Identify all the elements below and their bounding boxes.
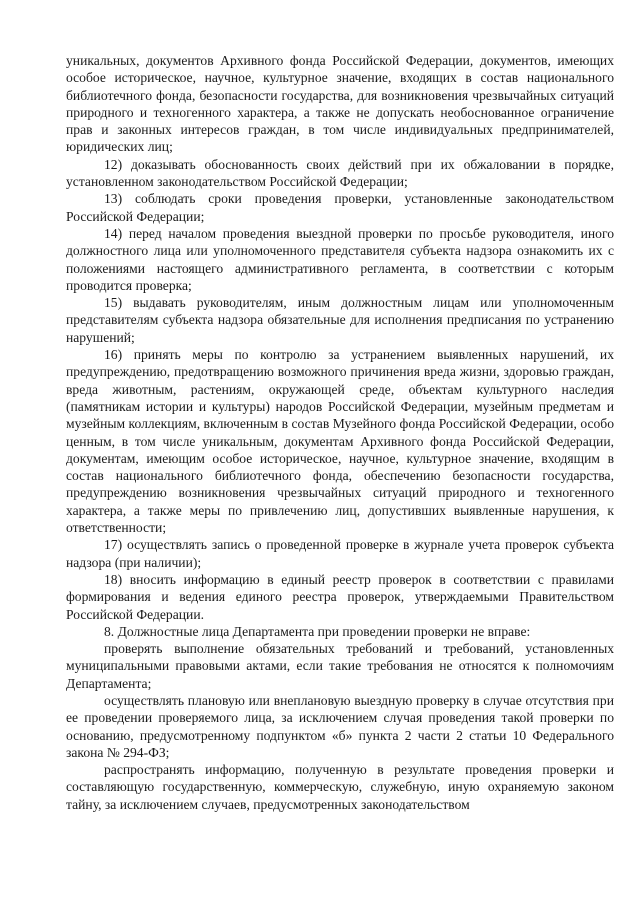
paragraph-item-16: 16) принять меры по контролю за устранением выявленных нарушений, их предупреждению, предотвращению возможного причинения вреда жизни, здоровью граждан, вреда животным, растениям, окружающей среде, объектам культурного наследия (памятникам истории и культуры) народов Российской Федерации, музейным предметам и музейным коллекциям, включенным в состав Музейного фонда Российской Федерации, особо ценным, в том числе уникальным, документам Архивного фонда Российской Федерации, документам, имеющим особое историческое, научное, культурное значение, входящим в состав национального библиотечного фонда, обеспечению безопасности государства, предупреждению возникновения чрезвычайных ситуаций природного и техногенного характера, а также меры по привлечению лиц, допустивших выявленные нарушения, к ответственности; [66, 347, 614, 536]
paragraph-item-17: 17) осуществлять запись о проведенной проверке в журнале учета проверок субъекта надзора (при наличии); [66, 537, 614, 570]
document-page [66, 52, 614, 813]
paragraph-continuation: уникальных, документов Архивного фонда Российской Федерации, документов, имеющих особое историческое, научное, культурное значение, входящих в состав национального библиотечного фонда, безопасности государства, для возникновения чрезвычайных ситуаций природного и техногенного характера, а также не допускать необоснованное ограничение прав и законных интересов граждан, в том числе индивидуальных предпринимателей, юридических лиц; [66, 53, 614, 155]
paragraph-item-12: 12) доказывать обоснованность своих действий при их обжаловании в порядке, установленном законодательством Российской Федерации; [66, 156, 614, 190]
paragraph-prohibition-2: осуществлять плановую или внеплановую выездную проверку в случае отсутствия при ее проведении проверяемого лица, за исключением случая проведения такой проверки по основанию, предусмотренному подпунктом «б» пункта 2 части 2 статьи 10 Федерального закона № 294-ФЗ; [66, 692, 614, 760]
paragraph-prohibition-1: проверять выполнение обязательных требований и требований, установленных муниципальными правовыми актами, если такие требования не относятся к полномочиям Департамента; [66, 641, 614, 691]
paragraph-item-13: 13) соблюдать сроки проведения проверки, установленные законодательством Российской Федерации; [66, 191, 614, 224]
paragraph-item-14: 14) перед началом проведения выездной проверки по просьбе руководителя, иного должностного лица или уполномоченного представителя субъекта надзора ознакомить их с положениями настоящего административного регламента, в соответствии с которым проводится проверка; [66, 225, 614, 293]
paragraph-item-18: 18) вносить информацию в единый реестр проверок в соответствии с правилами формирования и ведения единого реестра проверок, утверждаемыми Правительством Российской Федерации. [66, 571, 614, 622]
paragraph-prohibition-3: распространять информацию, полученную в результате проведения проверки и составляющую государственную, коммерческую, служебную, иную охраняемую законом тайну, за исключением случаев, предусмотренных законодательством [66, 762, 614, 812]
paragraph-item-15: 15) выдавать руководителям, иным должностным лицам или уполномоченным представителям субъекта надзора обязательные для исполнения предписания по устранению нарушений; [66, 295, 614, 345]
paragraph-section-8: 8. Должностные лица Департамента при проведении проверки не вправе: [104, 623, 531, 639]
